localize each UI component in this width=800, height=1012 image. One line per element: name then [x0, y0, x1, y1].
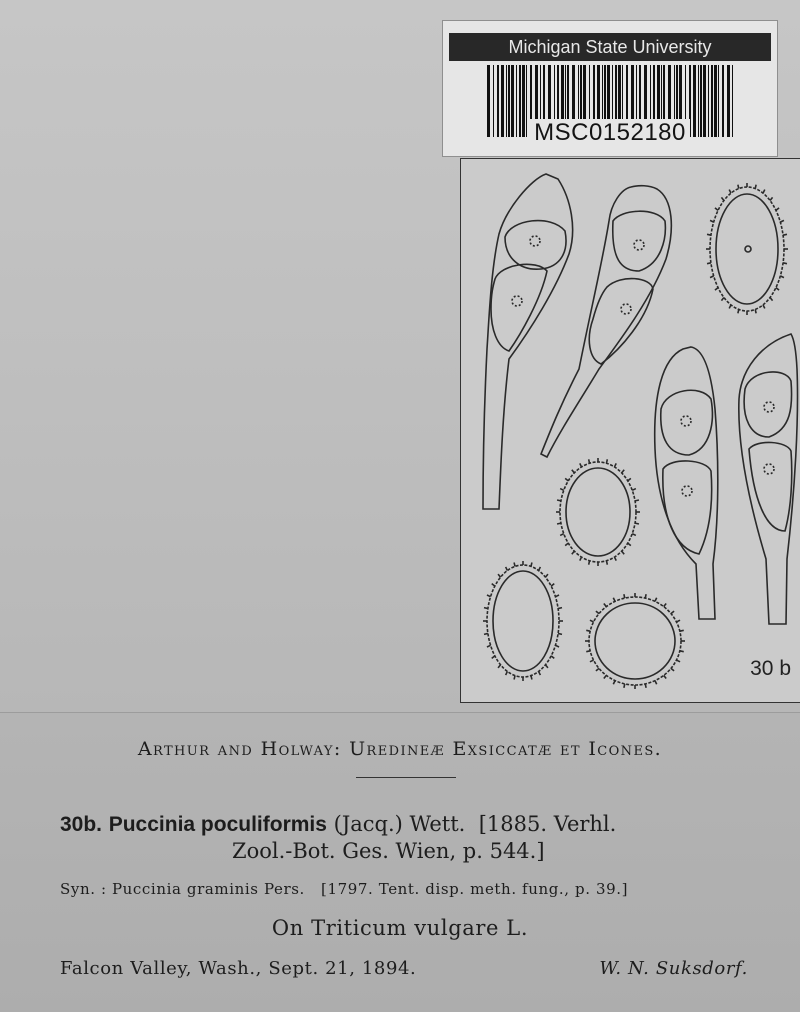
synonym-line: Syn. : Puccinia graminis Pers. [1797. Tent. disp. meth. fung., p. 39.]: [60, 880, 629, 898]
illustration-plate: [460, 158, 800, 703]
species-name: Puccinia poculiformis: [108, 813, 327, 836]
species-author: (Jacq.) Wett.: [333, 812, 466, 836]
urediospore-drawing-1: [706, 183, 788, 315]
locality: Falcon Valley, Wash., Sept. 21, 1894.: [60, 958, 417, 979]
barcode-label: [442, 20, 778, 157]
urediospore-drawing-3: [483, 561, 563, 681]
spore-drawings: [461, 159, 800, 702]
catalog-number: MSC0152180: [530, 119, 690, 146]
teliospore-drawing-4: [739, 334, 798, 624]
plate-number: 30 b: [750, 657, 791, 680]
urediospore-drawing-2: [556, 458, 640, 566]
citation-part-1: [1885. Verhl.: [478, 812, 617, 836]
teliospore-drawing-3: [655, 347, 718, 619]
locality-line: [60, 958, 760, 979]
heading-divider: [356, 777, 456, 778]
host-line: On Triticum vulgare L.: [271, 916, 529, 940]
series-heading: Arthur and Holway: Uredineæ Exsiccatæ et Icones.: [137, 738, 663, 760]
citation-part-2: Zool.-Bot. Ges. Wien, p. 544.]: [232, 839, 545, 863]
collector: W. N. Suksdorf.: [599, 958, 748, 979]
institution-name: Michigan State University: [449, 33, 771, 61]
species-number: 30b.: [60, 813, 103, 836]
species-entry: [60, 812, 780, 865]
teliospore-drawing-1: [483, 174, 573, 509]
urediospore-drawing-4: [585, 593, 685, 689]
